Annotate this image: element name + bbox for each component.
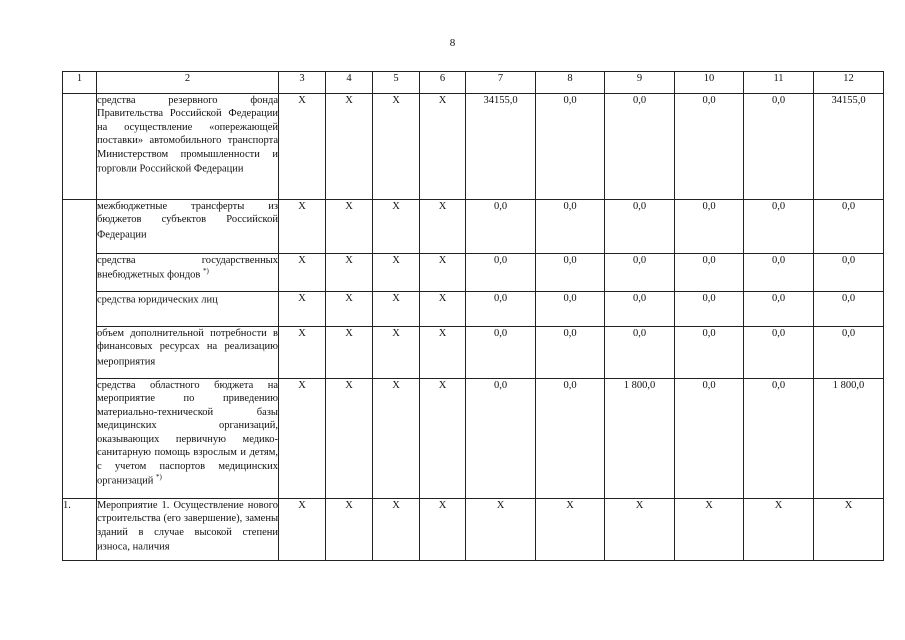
row-description-text: средства юридических лиц: [97, 294, 218, 306]
value-cell: 0,0: [675, 379, 744, 499]
row-description-text: объем дополнительной потребности в финансовых ресурсах на реализацию мероприятия: [97, 328, 278, 368]
table-row: [63, 94, 884, 200]
value-cell: 0,0: [675, 94, 744, 200]
x-cell: X: [326, 327, 373, 379]
x-cell: X: [373, 254, 420, 292]
value-cell: X: [466, 499, 536, 561]
value-cell: 0,0: [466, 292, 536, 327]
column-header: 5: [373, 72, 420, 94]
x-cell: X: [373, 499, 420, 561]
row-description: [97, 292, 279, 327]
x-cell: X: [373, 94, 420, 200]
x-cell: X: [373, 292, 420, 327]
value-cell: X: [744, 499, 814, 561]
page-number: 8: [449, 37, 456, 49]
column-header: 12: [814, 72, 884, 94]
table-row: [63, 379, 884, 499]
value-cell: X: [536, 499, 605, 561]
x-cell: X: [373, 200, 420, 254]
value-cell: 0,0: [675, 292, 744, 327]
row-description: [97, 94, 279, 200]
value-cell: 0,0: [605, 94, 675, 200]
footnote-mark: *): [156, 473, 162, 482]
row-description-text: средства государственных внебюджетных фондов: [97, 255, 278, 281]
value-cell: 1 800,0: [814, 379, 884, 499]
column-header: 6: [420, 72, 466, 94]
x-cell: X: [373, 327, 420, 379]
header-row: [63, 72, 884, 94]
value-cell: 34155,0: [466, 94, 536, 200]
value-cell: 0,0: [466, 200, 536, 254]
value-cell: 0,0: [814, 327, 884, 379]
value-cell: 1 800,0: [605, 379, 675, 499]
table-row: [63, 292, 884, 327]
column-header: 2: [97, 72, 279, 94]
value-cell: X: [605, 499, 675, 561]
column-header: 7: [466, 72, 536, 94]
value-cell: 0,0: [536, 94, 605, 200]
value-cell: 0,0: [536, 254, 605, 292]
row-description-text: Мероприятие 1. Осуществление нового строительства (его завершение), замены зданий в случае высокой степени износа, наличия: [97, 500, 278, 553]
row-description-text: средства областного бюджета на мероприятие по приведению материально-технической базы медицинских организаций, оказывающих первичную медико-санитарную помощь взрослым и детям, с учетом паспортов медицинских организаций: [97, 380, 278, 487]
value-cell: 0,0: [814, 254, 884, 292]
row-number: 1.: [63, 499, 97, 561]
value-cell: 0,0: [536, 200, 605, 254]
row-description: [97, 327, 279, 379]
value-cell: 0,0: [605, 200, 675, 254]
x-cell: X: [420, 499, 466, 561]
x-cell: X: [279, 94, 326, 200]
value-cell: 0,0: [536, 327, 605, 379]
x-cell: X: [420, 292, 466, 327]
row-description-text: межбюджетные трансферты из бюджетов субъектов Российской Федерации: [97, 201, 278, 241]
value-cell: 0,0: [744, 254, 814, 292]
value-cell: 0,0: [466, 254, 536, 292]
column-header: 1: [63, 72, 97, 94]
budget-table: [62, 71, 884, 561]
value-cell: 0,0: [466, 327, 536, 379]
column-header: 4: [326, 72, 373, 94]
x-cell: X: [279, 200, 326, 254]
x-cell: X: [420, 200, 466, 254]
value-cell: 0,0: [675, 327, 744, 379]
value-cell: 0,0: [744, 379, 814, 499]
column-header: 3: [279, 72, 326, 94]
value-cell: 0,0: [536, 379, 605, 499]
x-cell: X: [420, 94, 466, 200]
x-cell: X: [279, 379, 326, 499]
column-header: 9: [605, 72, 675, 94]
x-cell: X: [373, 379, 420, 499]
row-description-text: средства резервного фонда Правительства Российской Федерации на осуществление «опережающей поставки» автомобильного транспорта Министерством промышленности и торговли Российской Федерации: [97, 95, 278, 175]
value-cell: 0,0: [814, 292, 884, 327]
value-cell: 0,0: [605, 292, 675, 327]
column-header: 8: [536, 72, 605, 94]
x-cell: X: [326, 254, 373, 292]
value-cell: X: [675, 499, 744, 561]
table-row: [63, 200, 884, 254]
x-cell: X: [279, 254, 326, 292]
value-cell: 0,0: [744, 292, 814, 327]
x-cell: X: [326, 379, 373, 499]
value-cell: 0,0: [605, 254, 675, 292]
x-cell: X: [279, 292, 326, 327]
row-description: [97, 499, 279, 561]
value-cell: 0,0: [744, 327, 814, 379]
x-cell: X: [326, 94, 373, 200]
x-cell: X: [326, 499, 373, 561]
x-cell: X: [326, 200, 373, 254]
column-header: 11: [744, 72, 814, 94]
row-number: [63, 94, 97, 200]
row-description: [97, 379, 279, 499]
value-cell: 0,0: [675, 200, 744, 254]
value-cell: X: [814, 499, 884, 561]
value-cell: 0,0: [675, 254, 744, 292]
x-cell: X: [326, 292, 373, 327]
value-cell: 0,0: [814, 200, 884, 254]
table-row: [63, 254, 884, 292]
column-header: 10: [675, 72, 744, 94]
x-cell: X: [420, 379, 466, 499]
row-description: [97, 254, 279, 292]
value-cell: 0,0: [536, 292, 605, 327]
table-row: [63, 327, 884, 379]
x-cell: X: [420, 327, 466, 379]
footnote-mark: *): [203, 267, 209, 276]
value-cell: 34155,0: [814, 94, 884, 200]
value-cell: 0,0: [744, 200, 814, 254]
value-cell: 0,0: [744, 94, 814, 200]
x-cell: X: [420, 254, 466, 292]
x-cell: X: [279, 327, 326, 379]
x-cell: X: [279, 499, 326, 561]
row-description: [97, 200, 279, 254]
row-number: [63, 200, 97, 499]
table-row: [63, 499, 884, 561]
value-cell: 0,0: [605, 327, 675, 379]
value-cell: 0,0: [466, 379, 536, 499]
